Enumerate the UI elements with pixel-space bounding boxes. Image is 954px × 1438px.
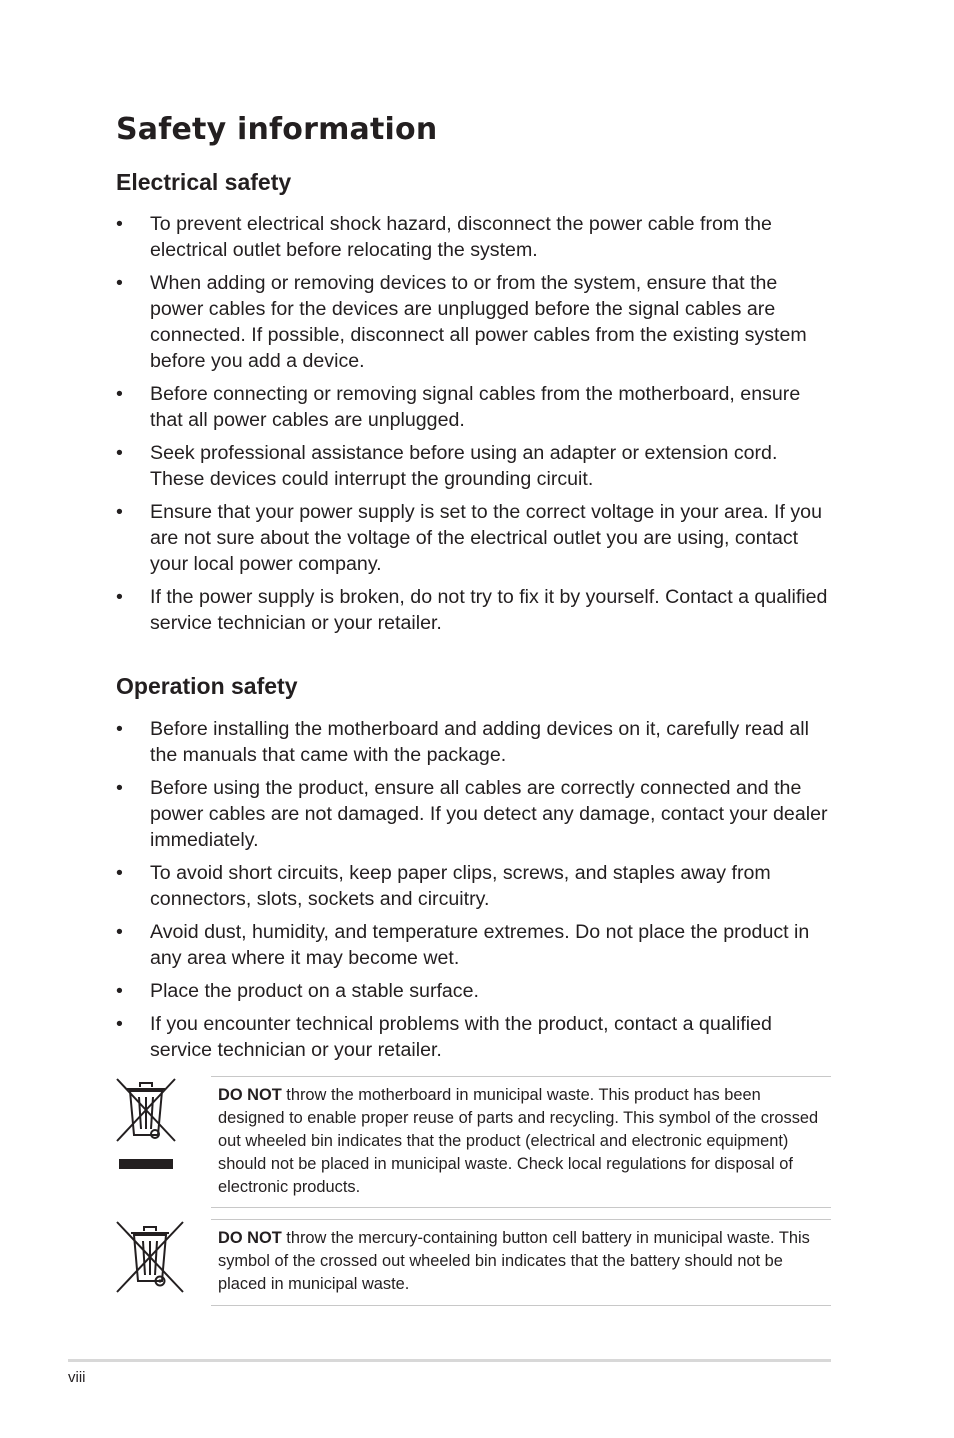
operation-safety-list [116, 716, 836, 1070]
list-item: • If the power supply is broken, do not try to fix it by yourself. Contact a qualified service technician or your retailer. [116, 586, 828, 634]
list-item: • Before installing the motherboard and adding devices on it, carefully read all the manuals that came with the package. [116, 718, 809, 766]
note-lead: DO NOT [218, 1229, 282, 1247]
note-text: throw the mercury-containing button cell battery in municipal waste. This symbol of the crossed out wheeled bin indicates that the battery should not be placed in municipal waste. [218, 1229, 810, 1293]
list-item: • Seek professional assistance before using an adapter or extension cord. These devices could interrupt the grounding circuit. [116, 442, 778, 490]
page-number: viii [68, 1369, 86, 1386]
list-item: • To avoid short circuits, keep paper clips, screws, and staples away from connectors, slots, sockets and circuitry. [116, 862, 771, 910]
list-item: • Place the product on a stable surface. [116, 980, 479, 1002]
list-item: • Before using the product, ensure all cables are correctly connected and the power cables are not damaged. If you detect any damage, contact your dealer immediately. [116, 777, 828, 851]
list-item: • If you encounter technical problems with the product, contact a qualified service technician or your retailer. [116, 1013, 772, 1061]
crossed-wheeled-bin-icon [114, 1077, 178, 1173]
electrical-safety-list [116, 211, 836, 643]
motherboard-disposal-note [211, 1076, 831, 1208]
page-title: Safety information [116, 112, 438, 147]
list-item: • Before connecting or removing signal cables from the motherboard, ensure that all power cables are unplugged. [116, 383, 801, 431]
operation-safety-heading: Operation safety [116, 673, 298, 699]
list-item: • Ensure that your power supply is set to the correct voltage in your area. If you are not sure about the voltage of the electrical outlet you are using, contact your local power company. [116, 501, 822, 575]
electrical-safety-heading: Electrical safety [116, 169, 292, 195]
note-lead: DO NOT [218, 1086, 282, 1104]
list-item: • To prevent electrical shock hazard, disconnect the power cable from the electrical outlet before relocating the system. [116, 213, 772, 261]
crossed-wheeled-bin-battery-icon [114, 1219, 186, 1295]
list-item: • When adding or removing devices to or from the system, ensure that the power cables for the devices are unplugged before the signal cables are connected. If possible, disconnect all power cables from the existing system before you add a device. [116, 272, 807, 372]
list-item: • Avoid dust, humidity, and temperature extremes. Do not place the product in any area where it may become wet. [116, 921, 810, 969]
footer-rule [68, 1359, 831, 1362]
battery-disposal-note [211, 1219, 831, 1306]
note-text: throw the motherboard in municipal waste. This product has been designed to enable proper reuse of parts and recycling. This symbol of the crossed out wheeled bin indicates that the product (electrical and electronic equipment) should not be placed in municipal waste. Check local regulations for disposal of electronic products. [218, 1086, 819, 1196]
